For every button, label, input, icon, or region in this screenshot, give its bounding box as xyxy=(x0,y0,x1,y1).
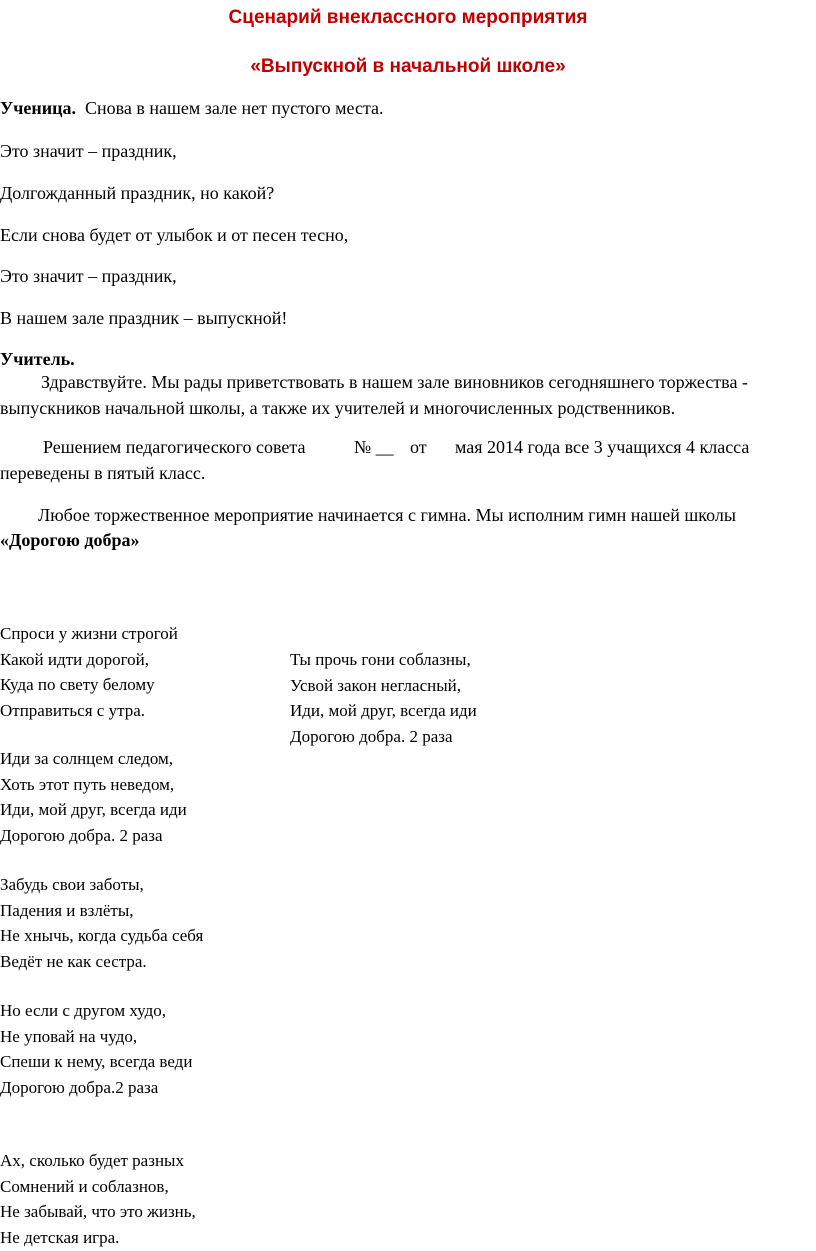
student-line-6: В нашем зале праздник – выпускной! xyxy=(0,308,288,328)
verse-line: Дорогою добра. 2 раза xyxy=(0,825,163,845)
verse-line: Какой идти дорогой, xyxy=(0,649,149,669)
song-stanza-1 xyxy=(0,621,178,723)
song-stanza-2 xyxy=(0,746,187,848)
verse-line: Иди, мой друг, всегда иди xyxy=(290,701,477,720)
song-stanza-3 xyxy=(0,872,203,974)
verse-line: Дорогою добра. 2 раза xyxy=(290,726,453,746)
student-line-text: Снова в нашем зале нет пустого места. xyxy=(84,98,384,118)
teacher-p2-a: Решением педагогического совета xyxy=(43,437,306,457)
verse-line: Спроси у жизни строгой xyxy=(0,624,178,643)
teacher-p2-d: мая 2014 года все 3 учащихся 4 класса xyxy=(455,437,750,457)
teacher-paragraph-1: Здравствуйте. Мы рады приветствовать в нашем зале виновников сегодняшнего торжества - выпускников начальной школы, а также их учителей и многочисленных родственников. xyxy=(0,372,748,418)
hymn-title: «Дорогою добра» xyxy=(0,530,140,550)
speaker-student: Ученица. xyxy=(0,98,76,118)
verse-line: Хоть этот путь неведом, xyxy=(0,774,175,794)
student-line-2: Это значит – праздник, xyxy=(0,141,177,161)
verse-line: Спеши к нему, всегда веди xyxy=(0,1052,193,1071)
verse-line: Отправиться с утра. xyxy=(0,700,145,720)
verse-line: Дорогою добра.2 раза xyxy=(0,1077,159,1097)
verse-line: Но если с другом худо, xyxy=(0,1001,167,1020)
speaker-teacher: Учитель. xyxy=(0,349,75,369)
verse-line: Ведёт не как сестра. xyxy=(0,951,147,971)
song-stanza-5 xyxy=(0,1148,196,1250)
document-subtitle: «Выпускной в начальной школе» xyxy=(250,56,566,77)
document-title: Сценарий внеклассного мероприятия xyxy=(228,7,588,28)
verse-line: Ах, сколько будет разных xyxy=(0,1151,184,1170)
verse-line: Сомнений и соблазнов, xyxy=(0,1176,169,1196)
teacher-p2-e: переведены в пятый класс. xyxy=(0,463,206,483)
song-stanza-4 xyxy=(0,998,192,1100)
verse-line: Иди, мой друг, всегда иди xyxy=(0,800,187,819)
student-line-3: Долгожданный праздник, но какой? xyxy=(0,183,275,203)
verse-line: Ты прочь гони соблазны, xyxy=(290,650,471,669)
student-line-4: Если снова будет от улыбок и от песен тесно, xyxy=(0,225,349,245)
verse-line: Не детская игра. xyxy=(0,1227,120,1247)
verse-line: Забудь свои заботы, xyxy=(0,875,144,894)
verse-line: Падения и взлёты, xyxy=(0,900,134,920)
verse-line: Не уповай на чудо, xyxy=(0,1026,138,1046)
verse-line: Куда по свету белому xyxy=(0,675,155,694)
teacher-p3-a: Любое торжественное мероприятие начинается с гимна. Мы исполним гимн нашей школы xyxy=(38,505,736,525)
verse-line: Не хнычь, когда судьба себя xyxy=(0,926,204,945)
student-line-1 xyxy=(0,97,384,119)
song-stanza-right xyxy=(290,647,477,749)
verse-line: Не забывай, что это жизнь, xyxy=(0,1202,196,1221)
teacher-p2-b: № __ xyxy=(354,437,394,457)
verse-line: Иди за солнцем следом, xyxy=(0,749,174,768)
student-line-5: Это значит – праздник, xyxy=(0,266,177,286)
verse-line: Усвой закон негласный, xyxy=(290,675,461,695)
teacher-p2-c: от xyxy=(410,437,427,457)
